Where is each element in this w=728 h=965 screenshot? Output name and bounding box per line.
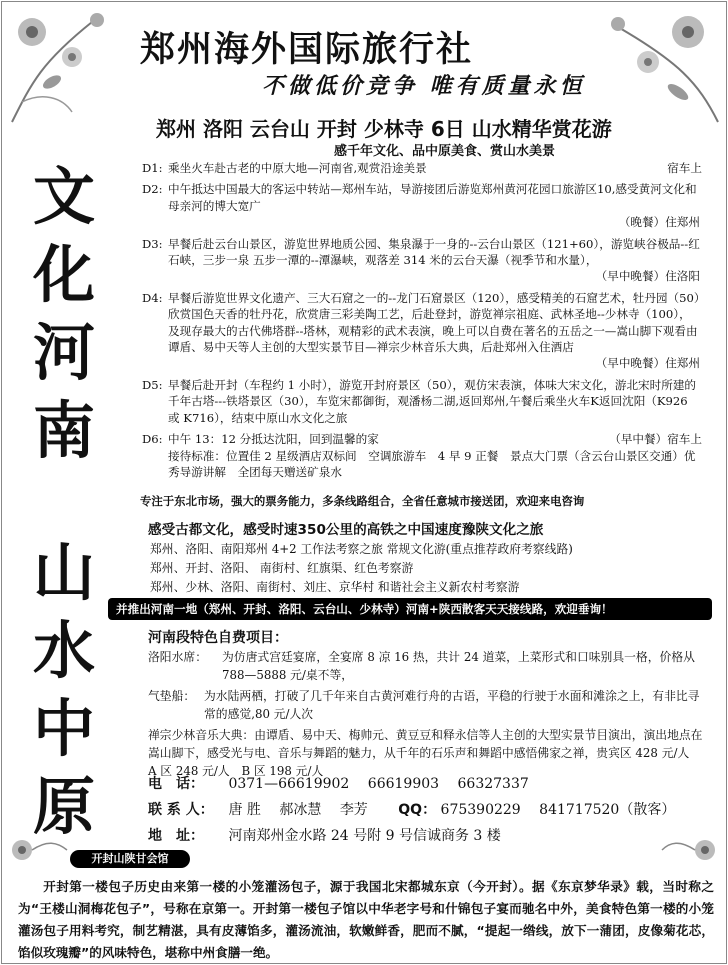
day-meals: （晚餐）住郑州	[618, 215, 700, 230]
day-label: D6:	[142, 432, 163, 447]
vertical-char: 化	[32, 238, 95, 311]
day-meals: （早中餐）宿车上	[609, 432, 702, 447]
itinerary-day	[142, 431, 702, 480]
itinerary-day	[142, 160, 702, 176]
vertical-char: 南	[32, 394, 95, 467]
itinerary-day	[142, 181, 702, 230]
contact-person: 郝冰慧	[279, 802, 322, 818]
day-text: 中午抵达中国最大的客运中转站—郑州车站，导游接团后游览郑州黄河花园口旅游区10,感受黄河文化和母亲河的博大宽广	[168, 182, 697, 213]
day-label: D1:	[142, 161, 163, 175]
optional-fees-heading: 河南段特色自费项目：	[148, 630, 288, 646]
tour-line: 郑州、洛阳、南阳郑州 4+2 工作法考察之旅 常规文化游(重点推荐政府考察线路)	[150, 542, 573, 556]
tour-line: 郑州、少林、洛阳、南街村、刘庄、京华村 和谐社会主义新农村考察游	[150, 580, 520, 594]
itinerary-day	[142, 236, 702, 285]
phone-label: 电 话：	[148, 776, 204, 792]
reception-standard: 接待标准：位置佳 2 星级酒店双标间 空调旅游车 4 早 9 正餐 景点大门票（含云台山景区交通）优秀导游讲解 全团每天赠送矿泉水	[168, 448, 696, 479]
itinerary-day	[142, 290, 702, 372]
fee-desc: 由谭盾、易中天、梅帅元、黄豆豆和释永信等人主创的大型实景节目演出，演出地点在嵩山脚下，感受光与电、音乐与舞蹈的魅力，从千年的石乐声和舞蹈中感悟佛家之禅，贵宾区 428 元/人 A 区 248 元/人 B 区 198 元/人	[148, 728, 703, 778]
slogan: 不做低价竞争 唯有质量永恒	[262, 73, 586, 99]
day-meals: （早中晚餐）住郑州	[595, 356, 700, 371]
company-name: 郑州海外国际旅行社	[140, 30, 474, 70]
vertical-char: 山	[32, 536, 95, 609]
fee-item	[148, 687, 708, 723]
floral-ornament-top-left-icon	[2, 2, 122, 132]
day-text: 早餐后赴开封（车程约 1 小时），游览开封府景区（50），观仿宋表演，体味大宋文化，游北宋时所建的千年古塔---铁塔景区（30），车览宋都御街，观潘杨二湖,返回郑州,午餐后乘坐火车K返回沈阳（K926 或 K716），结束中原山水文化之旅	[168, 377, 697, 425]
footer-tag: 开封山陕甘会馆	[70, 850, 190, 868]
phone-number[interactable]: 0371—66619902	[228, 776, 350, 792]
tour-line: 郑州、开封、洛阳、 南街村、红旗渠、红色考察游	[150, 561, 414, 575]
contact-person: 唐 胜	[228, 802, 261, 818]
fee-label: 洛阳水席：	[148, 650, 207, 664]
promo-banner: 并推出河南一地（郑州、开封、洛阳、云台山、少林寺）河南+陕西散客天天接线路，欢迎垂询！	[108, 598, 712, 620]
vertical-char: 河	[32, 316, 95, 389]
day-text: 早餐后赴云台山景区，游览世界地质公园、集泉瀑于一身的--云台山景区（121+60），游览峡谷极品--红石峡，三步一泉 五步一潭的--潭瀑峡，观落差 314 米的云台天瀑（视季节和水量），	[168, 236, 700, 268]
contact-phone-row	[148, 773, 543, 793]
day-label: D4:	[142, 290, 163, 305]
service-motto: 专注于东北市场，强大的票务能力，多条线路组合，全省任意城市接送团，欢迎来电咨询	[140, 494, 585, 508]
qq-number[interactable]: 841717520（散客）	[539, 802, 676, 818]
vertical-char: 原	[32, 770, 95, 843]
vertical-char: 水	[32, 614, 95, 687]
day-text: 中午 13：12 分抵达沈阳，回到温馨的家	[168, 432, 379, 447]
day-label: D2:	[142, 182, 163, 197]
day-label: D5:	[142, 377, 163, 392]
phone-number[interactable]: 66619903	[367, 776, 440, 792]
vertical-text-landscape-central-plains	[24, 534, 104, 846]
vertical-text-culture-henan	[24, 158, 104, 470]
fee-desc: 为水陆两栖，打破了几千年来自古黄河难行舟的古语，平稳的行驶于水面和滩涂之上，有非比寻常的感觉,80 元/人次	[204, 689, 700, 721]
optional-fees	[148, 648, 708, 783]
day-text: 乘坐火车赴古老的中原大地—河南省,观赏沿途美景	[168, 161, 427, 175]
tour-subtitle: 感千年文化、品中原美食、赏山水美景	[334, 144, 556, 159]
person-label: 联 系 人：	[148, 802, 214, 818]
day-text: 早餐后游览世界文化遗产、三大石窟之一的--龙门石窟景区（120），感受精美的石窟艺术，牡丹园（50）欣赏国色天香的牡丹花，欣赏唐三彩美陶工艺，后赴登封，游览禅宗祖庭、武林圣地--少林寺（100），及现存最大的古代佛塔群--塔林，观精彩的武术表演，晚上可以自费在著名的五岳之一—嵩山脚下观看由谭盾、易中天等人主创的大型实景节目—禅宗少林音乐大典，后赴郑州入住酒店	[168, 290, 700, 355]
address-label: 地 址：	[148, 828, 204, 844]
contact-person-row	[148, 799, 675, 819]
day-meals: （早中晚餐）住洛阳	[595, 269, 700, 284]
phone-number[interactable]: 66327337	[457, 776, 529, 792]
footer-paragraph: 开封第一楼包子历史由来第一楼的小笼灌汤包子，源于我国北宋都城东京（今开封）。据《东京梦华录》载，当时称之为“王楼山洞梅花包子”，号称在京第一。开封第一楼包子馆以中华老字号和什锦包子宴而驰名中外，美食特色第一楼的小笼灌汤包子用料考究，制艺精湛，具有皮薄馅多，灌汤流油，软嫩鲜香，肥而不腻，“提起一绺线，放下一蒲团，皮像菊花芯，馅似玫瑰瓣”的风味特色，堪称中州食膳一绝。	[18, 879, 714, 960]
tours-heading: 感受古都文化，感受时速350公里的高铁之中国速度豫陕文化之旅	[148, 522, 544, 538]
contact-address-row	[148, 825, 501, 845]
floral-ornament-bottom-right-icon	[660, 830, 726, 870]
day-meals: 宿车上	[667, 161, 702, 175]
vertical-char: 中	[32, 692, 95, 765]
tour-title: 郑州 洛阳 云台山 开封 少林寺 6日 山水精华赏花游	[156, 117, 612, 141]
qq-label: QQ：	[398, 802, 437, 818]
day-label: D3:	[142, 236, 163, 251]
fee-desc: 为仿唐式宫廷宴席，全宴席 8 凉 16 热，共计 24 道菜，上菜形式和口味别具一格，价格从 788—5888 元/桌不等，	[222, 650, 695, 682]
address: 河南郑州金水路 24 号附 9 号信诚商务 3 楼	[228, 828, 501, 844]
tour-lines	[150, 540, 573, 597]
itinerary-day	[142, 377, 702, 426]
vertical-char: 文	[32, 160, 95, 233]
qq-number[interactable]: 675390229	[440, 802, 521, 818]
fee-label: 禅宗少林音乐大典：	[148, 728, 255, 742]
itinerary	[142, 160, 702, 485]
fee-item	[148, 648, 708, 684]
fee-item	[148, 726, 708, 780]
contact-person: 李芳	[339, 802, 368, 818]
fee-label: 气垫船：	[148, 689, 196, 703]
